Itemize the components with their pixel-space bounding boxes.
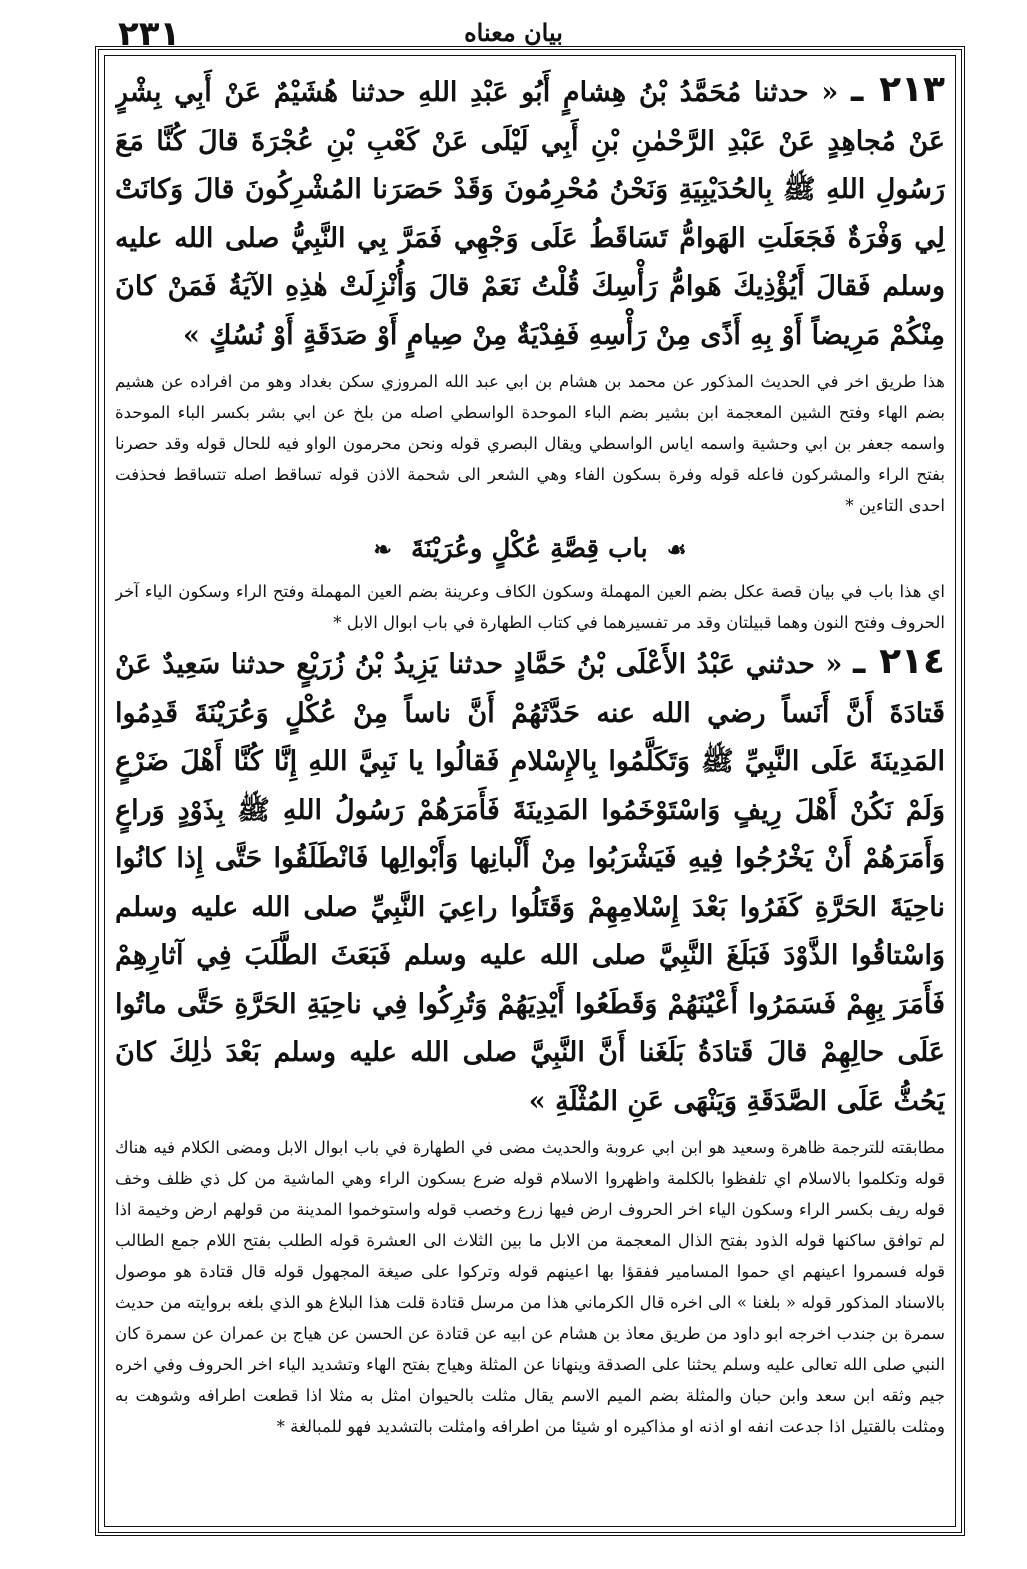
- page-header: [0, 14, 1027, 54]
- running-title: بيان معناه: [464, 18, 563, 47]
- hadith-number: ٢١٣ ـ: [850, 69, 945, 110]
- chapter-title: باب قِصَّةِ عُكْلٍ وعُرَيْنَةَ: [410, 534, 648, 564]
- hadith-number: ٢١٤ ـ: [853, 641, 945, 682]
- page-body: [115, 66, 945, 1516]
- ornament-right-icon: ☙: [666, 537, 687, 563]
- commentary-213: هذا طريق اخر في الحديث المذكور عن محمد بن هشام بن ابي عبد الله المروزي سكن بغداد وهو من افراده عن هشيم بضم الهاء وفتح الشين المعجمة ابن بشير بضم الباء الموحدة الواسطي اصله من بلخ عن ابي بشر بكسر الباء الموحدة واسمه جعفر بن ابي وحشية واسمه اياس الواسطي ويقال البصري قوله ونحن محرمون الواو فيه للحال قوله وقد حصرنا بفتح الراء والمشركون فاعله قوله وفرة بسكون الفاء وهي الشعر الى شحمة الاذن قوله تساقط اصله تتساقط فحذفت احدى التاءين *: [115, 372, 945, 515]
- page-number: ٢٣١: [118, 14, 181, 54]
- hadith-text: « حدثنا مُحَمَّدُ بْنُ هِشامٍ أَبُو عَبْدِ اللهِ حدثنا هُشَيْمٌ عَنْ أَبِي بِشْرٍ عَنْ مُجاهِدٍ عَنْ عَبْدِ الرَّحْمٰنِ بْنِ أَبِي لَيْلَى عَنْ كَعْبِ بْنِ عُجْرَةَ قالَ كُنَّا مَعَ رَسُولِ اللهِ ﷺ بِالحُدَيْبِيَةِ وَنَحْنُ مُحْرِمُونَ وَقَدْ حَصَرَنا المُشْرِكُونَ قالَ وَكانَتْ لِي وَفْرَةٌ فَجَعَلَتِ الهَوامُّ تَسَاقَطُ عَلَى وَجْهِي فَمَرَّ بِي النَّبِيُّ صلى الله عليه وسلم فَقالَ أَيُؤْذِيكَ هَوامُّ رَأْسِكَ قُلْتُ نَعَمْ قالَ وَأُنْزِلَتْ هٰذِهِ الآيَةُ فَمَنْ كانَ مِنْكُمْ مَرِيضاً أَوْ بِهِ أَذًى مِنْ رَأْسِهِ فَفِدْيَةٌ مِنْ صِيامٍ أَوْ صَدَقَةٍ أَوْ نُسُكٍ »: [115, 77, 945, 351]
- commentary-214: مطابقته للترجمة ظاهرة وسعيد هو ابن ابي عروبة والحديث مضى في الطهارة في باب ابوال الابل ومضى الكلام فيه هناك قوله وتكلموا بالاسلام اي تلفظوا بالكلمة واظهروا الاسلام قوله ضرع بسكون الراء وهي الماشية من كل ذي ظلف وخف قوله ريف بكسر الراء وسكون الياء اخر الحروف ارض فيها زرع وخصب قوله واستوخموا المدينة من قولهم ارض وخيمة اذا لم توافق ساكنها قوله الذود بفتح الذال المعجمة من الابل ما بين الثلاث الى العشرة قوله الطلب بفتح اللام جمع الطالب قوله فسمروا اعينهم اي حموا المسامير ففقؤا بها اعينهم قوله وتركوا على صيغة المجهول قوله قال قتادة هو موصول بالاسناد المذكور قوله « بلغنا » الى اخره قال الكرماني هذا من مرسل قتادة قلت هذا البلاغ هو الذي بلغه بروايته من حديث سمرة بن جندب اخرجه ابو داود من طريق معاذ بن هشام عن ابيه عن قتادة عن الحسن عن هياج بن عمران عن سمرة كان النبي صلى الله تعالى عليه وسلم يحثنا على الصدقة وينهانا عن المثلة وهياج بفتح الهاء وتشديد الياء اخر الحروف وفي اخره جيم وثقه ابن سعد وابن حبان والمثلة بضم الميم الاسم يقال مثلت بالحيوان امثل به مثلا اذا قطعت اطرافه وشوهت به ومثلت بالقتيل اذا جدعت انفه او اذنه او مذاكيره او شيئا من اطرافه وامثلت بالتشديد فهو للمبالغة *: [115, 1138, 945, 1436]
- hadith-214: [115, 638, 945, 1126]
- chapter-heading: [115, 527, 945, 572]
- hadith-text: « حدثني عَبْدُ الأَعْلَى بْنُ حَمَّادٍ حدثنا يَزِيدُ بْنُ زُرَيْعٍ حدثنا سَعِيدٌ عَنْ قَتادَةَ أَنَّ أَنَساً رضي الله عنه حَدَّثَهُمْ أَنَّ ناساً مِنْ عُكْلٍ وَعُرَيْنَةَ قَدِمُوا المَدِينَةَ عَلَى النَّبِيِّ ﷺ وَتَكَلَّمُوا بِالإِسْلامِ فَقالُوا يا نَبِيَّ اللهِ إِنَّا كُنَّا أَهْلَ ضَرْعٍ وَلَمْ نَكُنْ أَهْلَ رِيفٍ وَاسْتَوْخَمُوا المَدِينَةَ فَأَمَرَهُمْ رَسُولُ اللهِ ﷺ بِذَوْدٍ وَراعٍ وَأَمَرَهُمْ أَنْ يَخْرُجُوا فِيهِ فَيَشْرَبُوا مِنْ أَلْبانِها وَأَبْوالِها فَانْطَلَقُوا حَتَّى إِذا كانُوا ناحِيَةَ الحَرَّةِ كَفَرُوا بَعْدَ إِسْلامِهِمْ وَقَتَلُوا راعِيَ النَّبِيِّ صلى الله عليه وسلم وَاسْتاقُوا الذَّوْدَ فَبَلَغَ النَّبِيَّ صلى الله عليه وسلم فَبَعَثَ الطَّلَبَ فِي آثارِهِمْ فَأَمَرَ بِهِمْ فَسَمَرُوا أَعْيُنَهُمْ وَقَطَعُوا أَيْدِيَهُمْ وَتُرِكُوا فِي ناحِيَةِ الحَرَّةِ حَتَّى ماتُوا عَلَى حالِهِمْ قالَ قَتادَةُ بَلَغَنا أَنَّ النَّبِيَّ صلى الله عليه وسلم بَعْدَ ذٰلِكَ كانَ يَحُثُّ عَلَى الصَّدَقَةِ وَيَنْهَى عَنِ المُثْلَةِ »: [115, 649, 945, 1117]
- ornament-left-icon: ❧: [373, 537, 392, 563]
- hadith-213: [115, 66, 945, 360]
- chapter-commentary: اي هذا باب في بيان قصة عكل بضم العين المهملة وسكون الكاف وعرينة بضم العين المهملة وفتح الراء وسكون الياء آخر الحروف وفتح النون وهما قبيلتان وقد مر تفسيرهما في كتاب الطهارة في باب ابوال الابل *: [115, 582, 945, 632]
